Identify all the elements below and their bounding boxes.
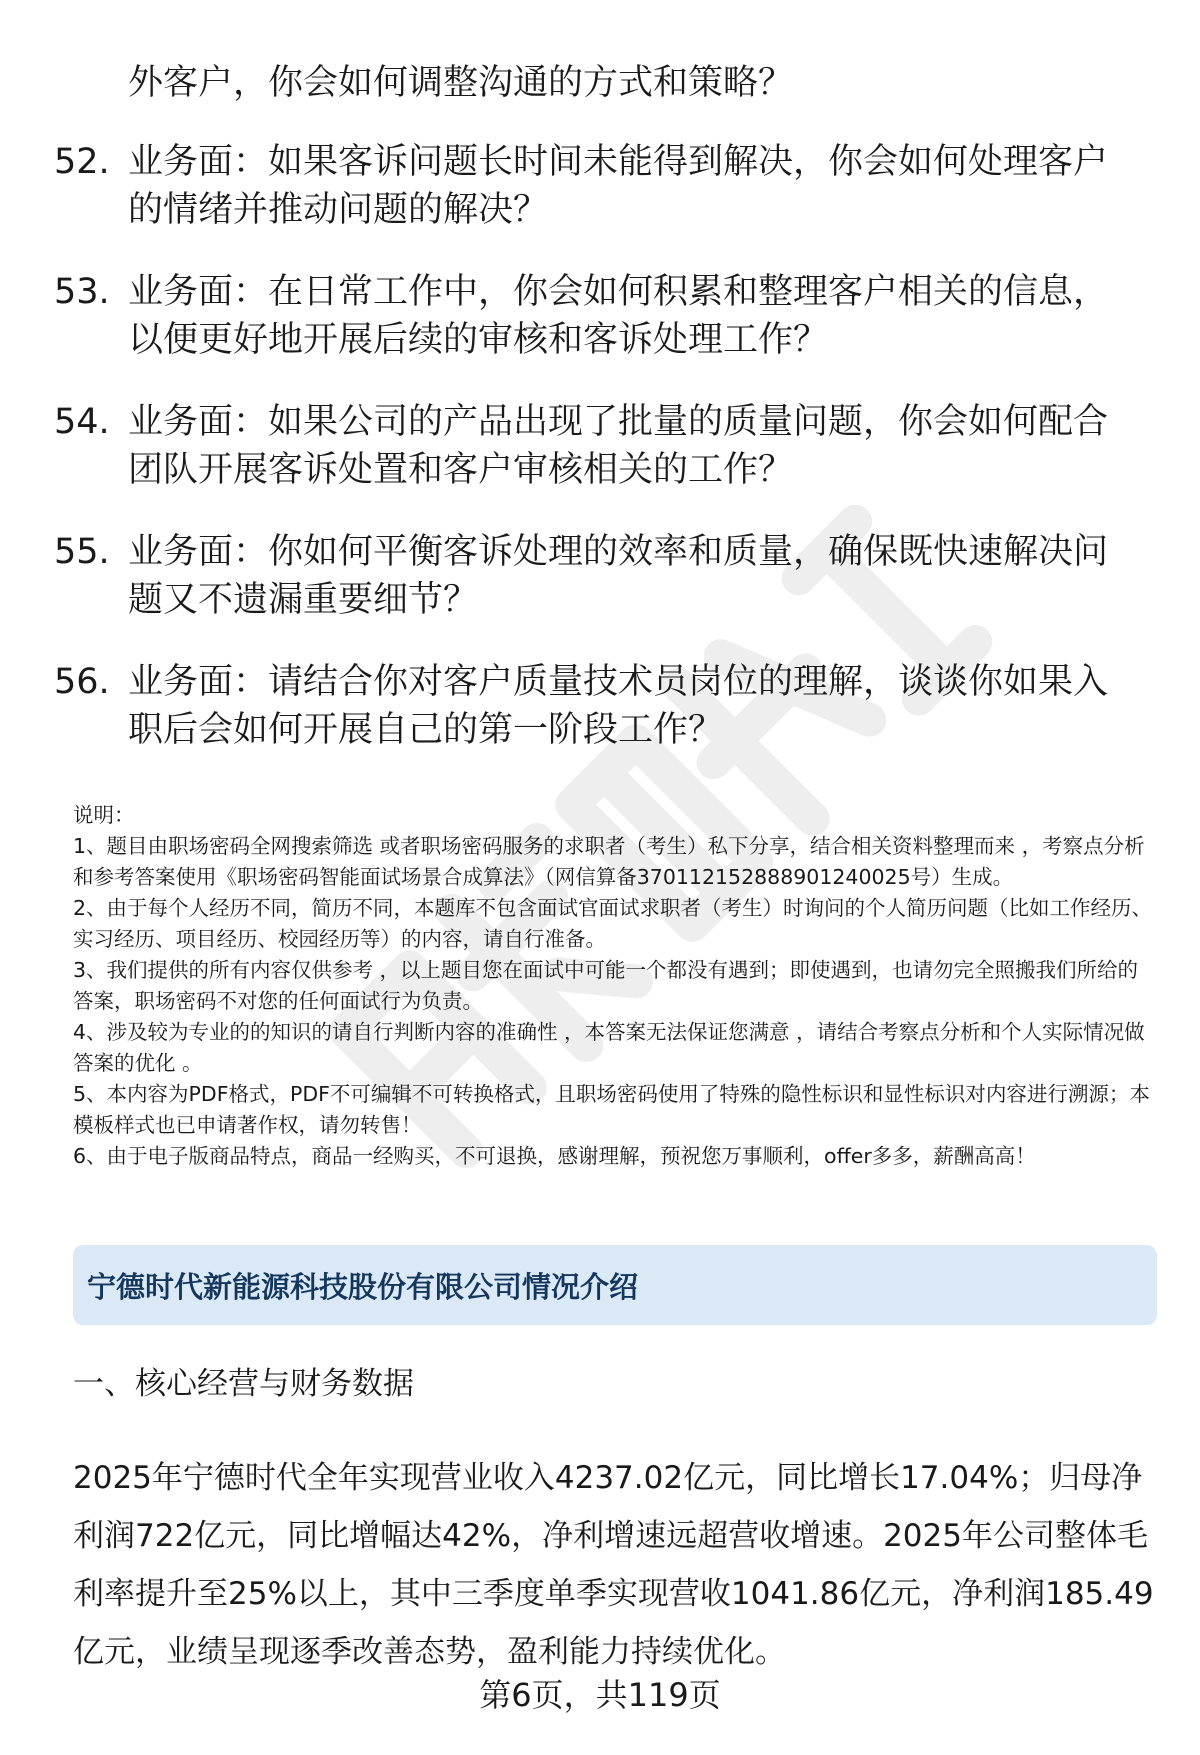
note-item: 3、我们提供的所有内容仅供参考 ，以上题目您在面试中可能一个都没有遇到；即使遇到，也请勿完全照搬我们所给的答案，职场密码不对您的任何面试行为负责。: [73, 958, 1139, 1013]
note-item: 4、涉及较为专业的的知识的请自行判断内容的准确性 ，本答案无法保证您满意 ，请结合考察点分析和个人实际情况做答案的优化 。: [73, 1020, 1145, 1075]
question-text-line: 业务面：如果客诉问题长时间未能得到解决，你会如何处理客户: [128, 142, 1109, 182]
question-item-55: [0, 528, 1200, 624]
question-number: 54.: [54, 402, 110, 442]
question-text-line: 业务面：如果公司的产品出现了批量的质量问题，你会如何配合: [128, 402, 1109, 442]
note-item: 6、由于电子版商品特点，商品一经购买，不可退换，感谢理解，预祝您万事顺利，offer多多，薪酬高高！: [73, 1144, 1036, 1168]
question-list: [0, 138, 1200, 788]
question-text-line: 团队开展客诉处置和客户审核相关的工作？: [128, 450, 794, 490]
company-banner: [73, 1245, 1157, 1325]
question-text-line: 以便更好地开展后续的审核和客诉处理工作？: [128, 320, 829, 360]
question-continuation: 外客户，你会如何调整沟通的方式和策略？: [128, 63, 794, 103]
question-item-53: [0, 268, 1200, 364]
question-text-line: 业务面：在日常工作中，你会如何积累和整理客户相关的信息，: [128, 272, 1109, 312]
question-item-52: [0, 138, 1200, 234]
note-item: 2、由于每个人经历不同，简历不同，本题库不包含面试官面试求职者（考生）时询问的个人简历问题（比如工作经历、实习经历、项目经历、校园经历等）的内容，请自行准备。: [73, 896, 1153, 951]
notes-heading: 说明：: [73, 803, 135, 827]
question-number: 53.: [54, 272, 110, 312]
question-text-line: 职后会如何开展自己的第一阶段工作？: [128, 710, 724, 750]
company-banner-title: 宁德时代新能源科技股份有限公司情况介绍: [87, 1269, 639, 1304]
question-number: 52.: [54, 142, 110, 182]
question-number: 55.: [54, 532, 110, 572]
question-text-line: 的情绪并推动问题的解决？: [128, 190, 549, 230]
disclaimer-notes: [73, 800, 1158, 1172]
question-text-line: 业务面：你如何平衡客诉处理的效率和质量，确保既快速解决问: [128, 532, 1109, 572]
question-text-line: 业务面：请结合你对客户质量技术员岗位的理解，谈谈你如果入: [128, 662, 1109, 702]
question-item-56: [0, 658, 1200, 754]
note-item: 5、本内容为PDF格式，PDF不可编辑不可转换格式，且职场密码使用了特殊的隐性标识和显性标识对内容进行溯源；本模板样式也已申请著作权，请勿转售！: [73, 1082, 1150, 1137]
section-heading: 一、核心经营与财务数据: [73, 1366, 414, 1402]
question-text-line: 题又不遗漏重要细节？: [128, 580, 479, 620]
note-item: 1、题目由职场密码全网搜索筛选 或者职场密码服务的求职者（考生）私下分享，结合相关资料整理而来 ，考察点分析和参考答案使用《职场密码智能面试场景合成算法》（网信算备370112152888901240025号）生成。: [73, 834, 1145, 889]
question-number: 56.: [54, 662, 110, 702]
question-item-54: [0, 398, 1200, 494]
page-footer: 第6页，共119页: [479, 1676, 721, 1714]
company-body-text: 2025年宁德时代全年实现营业收入4237.02亿元，同比增长17.04%；归母净利润722亿元，同比增幅达42%，净利增速远超营收增速。2025年公司整体毛利率提升至25%以上，其中三季度单季实现营收1041.86亿元，净利润185.49亿元，业绩呈现逐季改善态势，盈利能力持续优化。: [73, 1460, 1154, 1670]
